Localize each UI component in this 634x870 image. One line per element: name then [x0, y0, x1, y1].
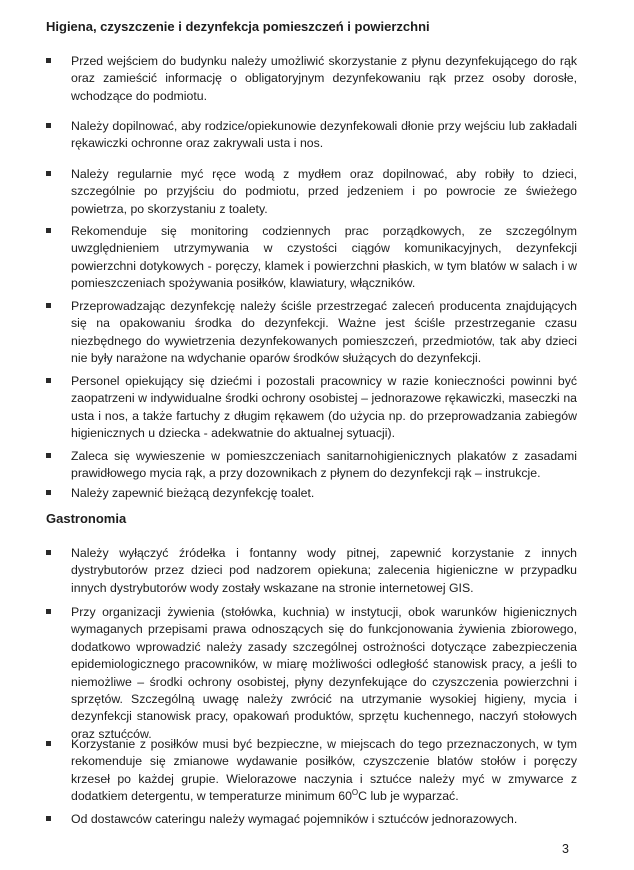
bullet-icon: [46, 741, 51, 746]
bullet-icon: [46, 378, 51, 383]
list-item-text: Należy dopilnować, aby rodzice/opiekunowie dezynfekowali dłonie przy wejściu lub zakładali rękawiczki ochronne oraz zakrywali usta i nos.: [71, 119, 577, 151]
list-item-text-part: Korzystanie z posiłków musi być bezpieczne, w miejscach do tego przeznaczonych, w tym rekomenduje się zmianowe wydawanie posiłków, czyszczenie blatów stołów i poręczy krzeseł po każdej grupie. Wielorazowe naczynia i sztućce należy myć w zmywarce z dodatkiem detergentu, w temperaturze minimum 60: [71, 737, 577, 804]
list-item-text: Należy regularnie myć ręce wodą z mydłem oraz dopilnować, aby robiły to dzieci, szczególnie po przyjściu do podmiotu, przed jedzeniem i po powrocie ze świeżego powietrza, po skorzystaniu z toalety.: [71, 167, 577, 216]
bullet-icon: [46, 490, 51, 495]
list-item-text: Przeprowadzając dezynfekcję należy ściśle przestrzegać zaleceń producenta znajdujących się na opakowaniu środka do dezynfekcji. Ważne jest ściśle przestrzeganie czasu niezbędnego do wywietrzenia dezynfekowanych pomieszczeń, przedmiotów, tak aby dzieci nie były narażone na wdychanie oparów środków służących do dezynfekcji.: [71, 299, 577, 366]
list-item-text: Przy organizacji żywienia (stołówka, kuchnia) w instytucji, obok warunków higienicznych wymaganych przepisami prawa odnoszących się do funkcjonowania żywienia zbiorowego, dodatkowo wprowadzić należy zasady szczególnej ostrożności dotyczące zabezpieczenia epidemiologicznego pracowników, w miarę możliwości odległość stanowisk pracy, a jeśli to niemożliwe – środki ochrony osobistej, płyny dezynfekujące do czyszczenia powierzchni i sprzętów. Szczególną uwagę należy zwrócić na utrzymanie wysokiej higieny, mycia i dezynfekcji stanowisk pracy, opakowań produktów, sprzętu kuchennego, naczyń stołowych oraz sztućców.: [71, 605, 577, 741]
page-number: 3: [562, 842, 569, 856]
bullet-icon: [46, 171, 51, 176]
bullet-icon: [46, 609, 51, 614]
list-item-text-part: C lub je wyparzać.: [358, 789, 459, 804]
list-item-text: [71, 736, 577, 806]
list-item-text: Personel opiekujący się dziećmi i pozostali pracownicy w razie konieczności powinni być zaopatrzeni w indywidualne środki ochrony osobistej – jednorazowe rękawiczki, maseczki na usta i nos, a także fartuchy z długim rękawem (do użycia np. do przeprowadzania zabiegów higienicznych u dziecka - adekwatnie do aktualnej sytuacji).: [71, 374, 577, 441]
section-heading-hygiene: Higiena, czyszczenie i dezynfekcja pomieszczeń i powierzchni: [46, 19, 430, 34]
bullet-icon: [46, 228, 51, 233]
bullet-icon: [46, 58, 51, 63]
list-item-text: Przed wejściem do budynku należy umożliwić skorzystanie z płynu dezynfekującego do rąk oraz zamieścić informację o obligatoryjnym dezynfekowaniu rąk przez osoby dorosłe, wchodzące do podmiotu.: [71, 54, 577, 103]
bullet-icon: [46, 123, 51, 128]
list-item-text: Zaleca się wywieszenie w pomieszczeniach sanitarnohigienicznych plakatów z zasadami prawidłowego mycia rąk, a przy dozownikach z płynem do dezynfekcji rąk – instrukcje.: [71, 449, 577, 481]
bullet-icon: [46, 453, 51, 458]
bullet-icon: [46, 550, 51, 555]
section-heading-gastronomy: Gastronomia: [46, 511, 127, 526]
degree-superscript: O: [351, 788, 359, 798]
list-item-text: Od dostawców cateringu należy wymagać pojemników i sztućców jednorazowych.: [71, 812, 518, 826]
bullet-icon: [46, 303, 51, 308]
list-item-text: Należy wyłączyć źródełka i fontanny wody pitnej, zapewnić korzystanie z innych dystrybutorów przez dzieci pod nadzorem opiekuna; zalecenia higieniczne w przypadku innych dystrybutorów wody zostały wskazane na stronie internetowej GIS.: [71, 546, 577, 595]
bullet-icon: [46, 816, 51, 821]
list-item-text: Należy zapewnić bieżącą dezynfekcję toalet.: [71, 486, 315, 500]
list-item-text: Rekomenduje się monitoring codziennych prac porządkowych, ze szczególnym uwzględnieniem utrzymywania w czystości ciągów komunikacyjnych, dezynfekcji powierzchni dotykowych - poręczy, klamek i powierzchni płaskich, w tym blatów w salach i w pomieszczeniach spożywania posiłków, klawiatury, włączników.: [71, 224, 577, 291]
